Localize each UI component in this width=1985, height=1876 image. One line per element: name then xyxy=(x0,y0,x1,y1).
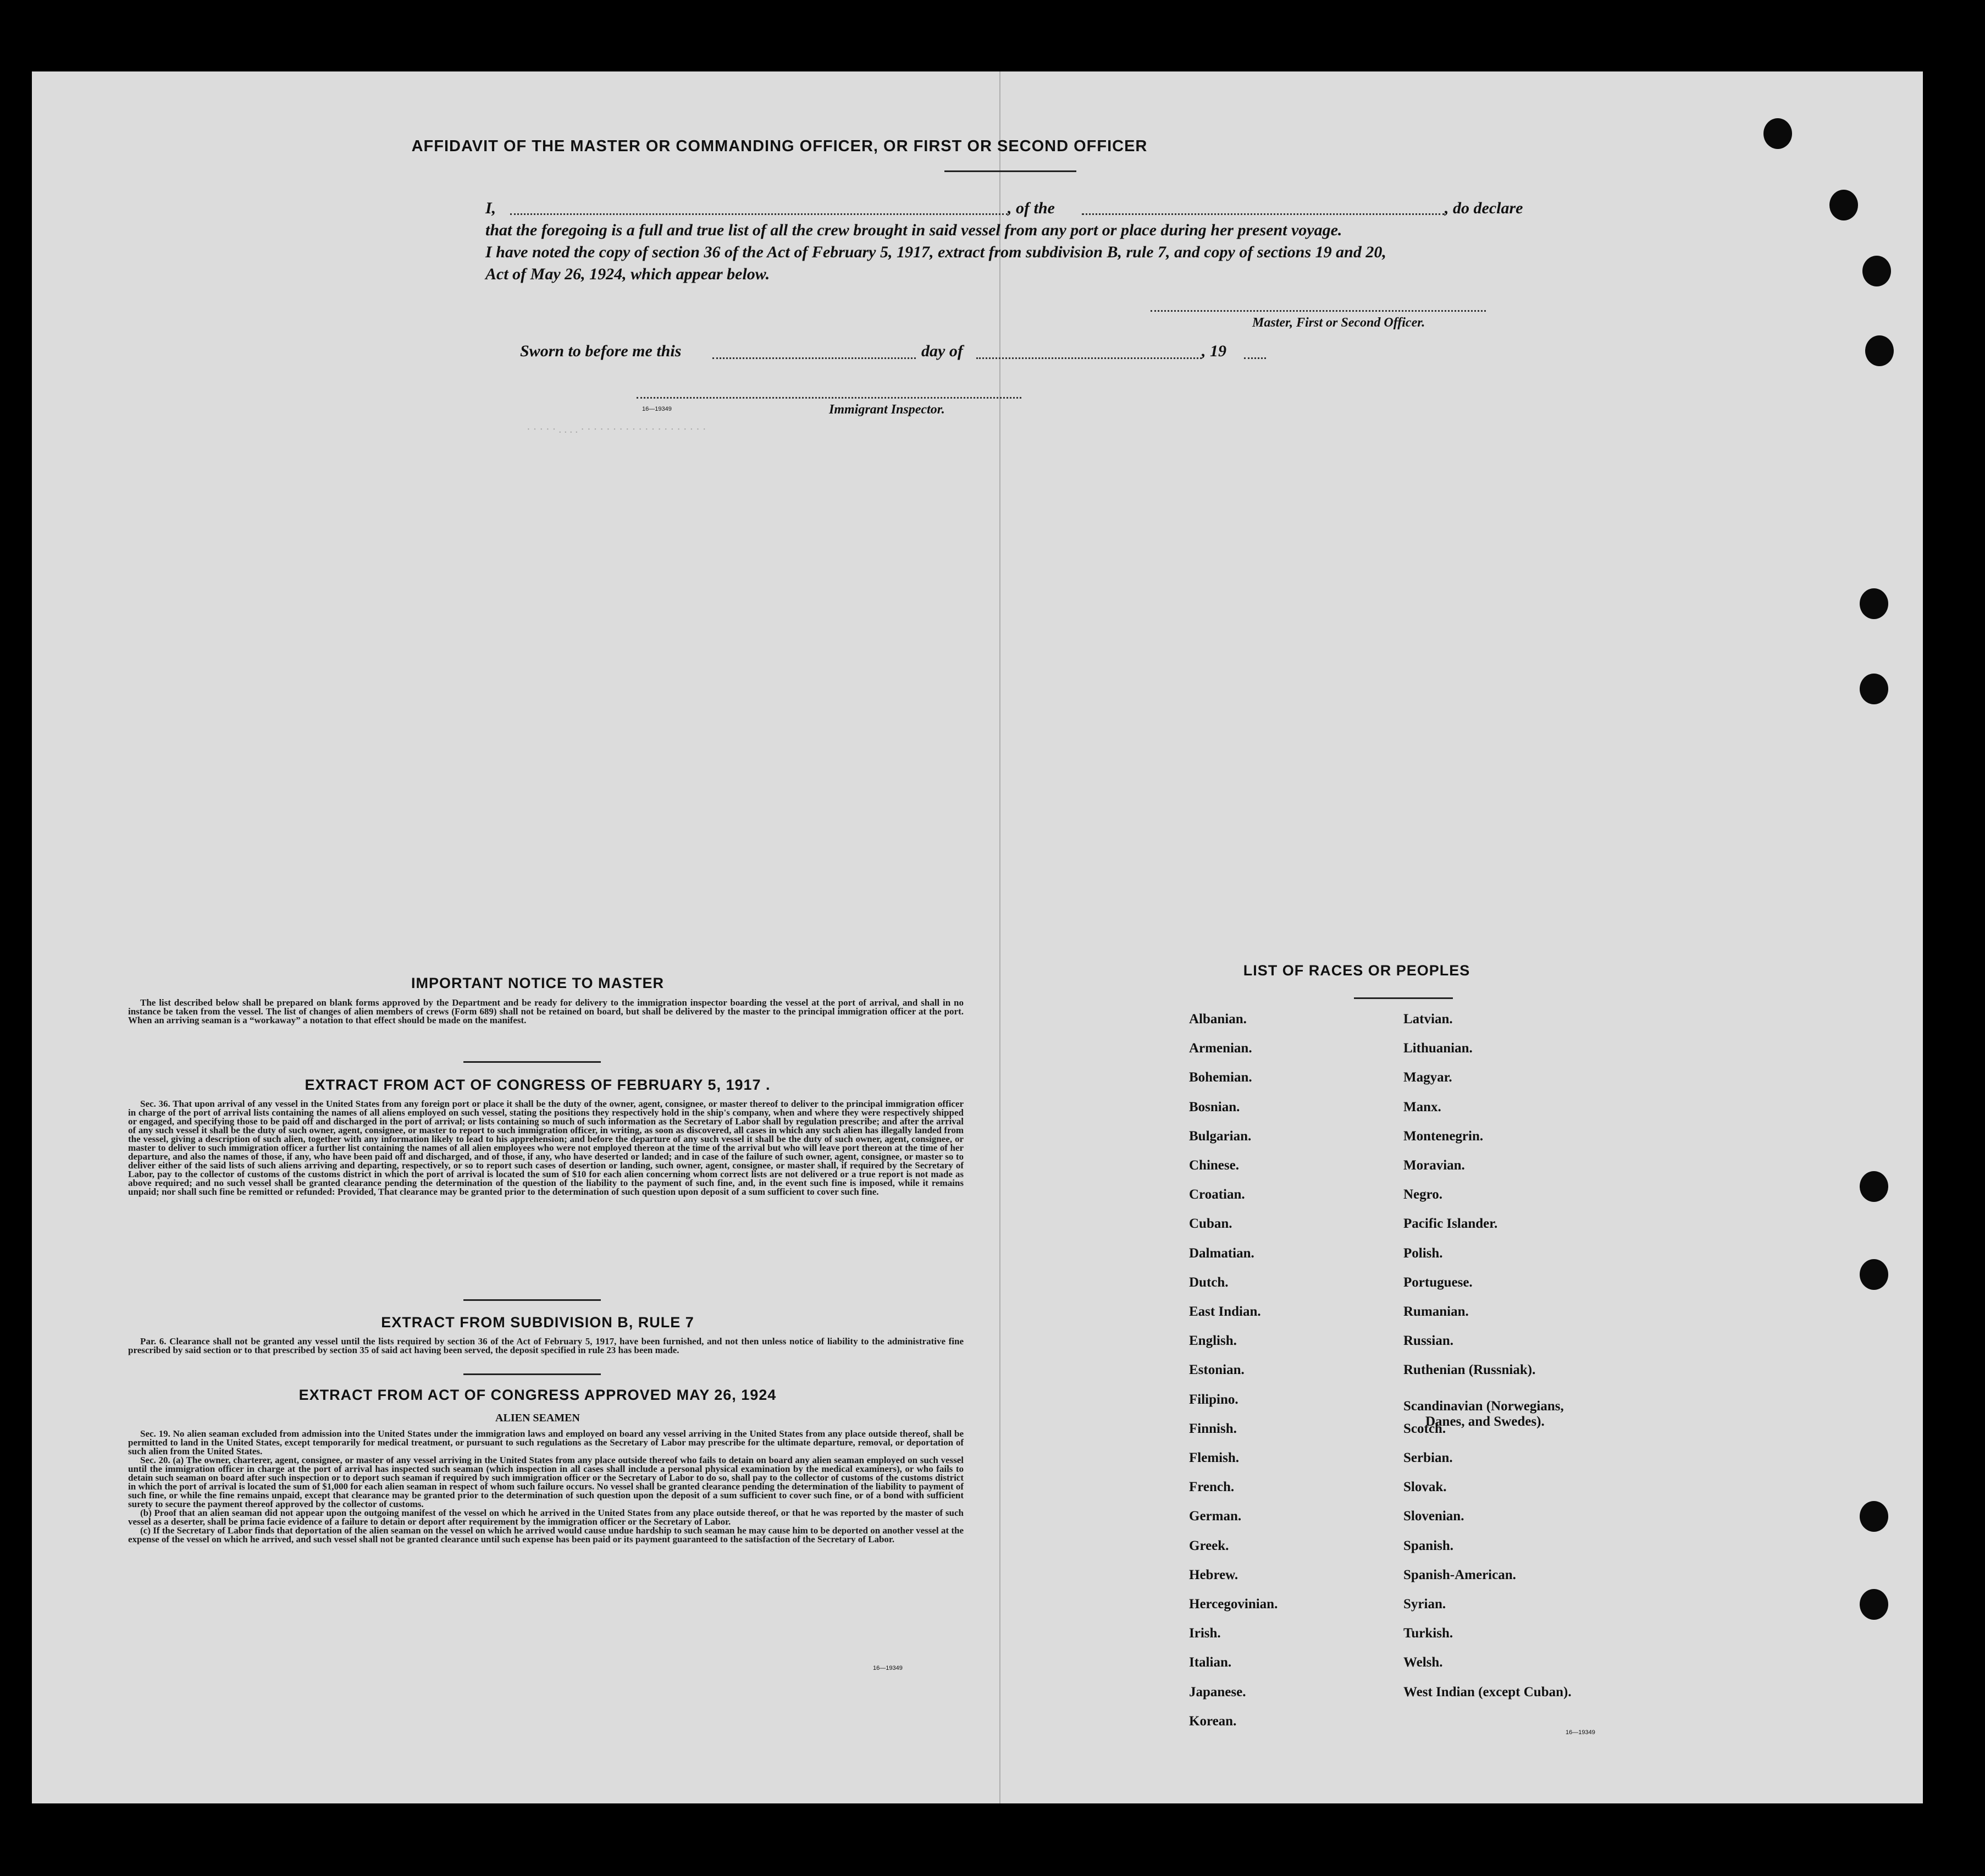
race-item: Croatian. xyxy=(1189,1187,1245,1202)
race-item: English. xyxy=(1189,1333,1237,1349)
section-divider xyxy=(463,1373,601,1375)
binder-hole xyxy=(1865,335,1894,366)
year-label: , 19 xyxy=(1202,342,1226,360)
race-item: Korean. xyxy=(1189,1713,1237,1729)
affidavit-line-2: that the foregoing is a full and true list of all the crew brought in said vessel from any port or place during her present voyage. xyxy=(485,221,1342,239)
document-page xyxy=(32,71,1923,1803)
binder-hole xyxy=(1860,1171,1888,1202)
binder-hole xyxy=(1860,1259,1888,1290)
race-item: Cuban. xyxy=(1189,1216,1232,1232)
race-item: Manx. xyxy=(1403,1099,1441,1114)
race-item: Serbian. xyxy=(1403,1450,1453,1465)
sworn-day-field[interactable] xyxy=(712,357,916,359)
day-of-label: day of xyxy=(921,342,963,360)
race-item: Portuguese. xyxy=(1403,1274,1473,1290)
race-item: Greek. xyxy=(1189,1538,1229,1553)
races-title-divider xyxy=(1354,997,1453,999)
form-number: 16—19349 xyxy=(873,1665,903,1671)
race-item: Turkish. xyxy=(1403,1626,1453,1641)
race-item: Pacific Islander. xyxy=(1403,1216,1498,1232)
race-item: Scotch. xyxy=(1403,1421,1446,1436)
vessel-name-field[interactable] xyxy=(1082,213,1445,215)
binder-hole xyxy=(1860,1589,1888,1620)
race-item: Slovenian. xyxy=(1403,1509,1464,1524)
vessel-of-label: , of the xyxy=(1008,199,1055,217)
section-divider xyxy=(463,1061,601,1063)
inspector-signature-field[interactable] xyxy=(637,397,1021,399)
sworn-month-field[interactable] xyxy=(976,357,1202,359)
race-item: Flemish. xyxy=(1189,1450,1239,1465)
race-item: Finnish. xyxy=(1189,1421,1237,1436)
declare-label: , do declare xyxy=(1445,199,1523,217)
race-item: Scandinavian (Norwegians, xyxy=(1403,1398,1564,1414)
extract-1917-text xyxy=(128,1100,964,1196)
race-item: Italian. xyxy=(1189,1655,1232,1670)
sec20c-paragraph: (c) If the Secretary of Labor finds that deportation of the alien seaman on the vessel on which he arrived would cause undue hardship to such seaman he may cause him to be deported on another vessel at the expense of the vessel on which he arrived, and such vessel shall not be granted clearance until such expense has been paid or its payment guaranteed to the satisfaction of the Secretary of Labor. xyxy=(128,1525,964,1544)
extract-1924-title: EXTRACT FROM ACT OF CONGRESS APPROVED MAY 26, 1924 xyxy=(298,1387,777,1403)
extract-rule7-title: EXTRACT FROM SUBDIVISION B, RULE 7 xyxy=(381,1314,694,1331)
race-item: Dutch. xyxy=(1189,1274,1229,1290)
race-item: Welsh. xyxy=(1403,1655,1443,1670)
race-item: Bohemian. xyxy=(1189,1070,1252,1085)
binder-hole xyxy=(1862,256,1891,286)
sec36-paragraph: Sec. 36. That upon arrival of any vessel in the United States from any foreign port or place it shall be the duty of the owner, agent, consignee, or master thereof to deliver to the principal immigration officer in charge of the port of arrival lists containing the names of all aliens employed on such vessel, stating the positions they respectively hold in the ship's company, when and where they were respectively shipped or engaged, and specifying those to be paid off and discharged in the port of arrival; or lists containing so much of such information as the Secretary of Labor shall by regulation prescribe; and after the arrival of any such vessel it shall be the duty of such owner, agent, consignee, or master to report to such immigration officer, in writing, as soon as discovered, all cases in which any such alien has illegally landed from the vessel, giving a description of such alien, together with any information likely to lead to his apprehension; and before the departure of any such vessel it shall be the duty of such owner, agent, consignee, or master to deliver to such immigration officer a further list containing the names of all alien employees who were not employed thereon at the time of the arrival but who will leave port thereon at the time of her departure, and also the names of those, if any, who have been paid off and discharged, and of those, if any, who have deserted or landed; and in case of the failure of such owner, agent, consignee, or master so to deliver either of the said lists of such aliens arriving and departing, respectively, or so to report such cases of desertion or landing, such owner, agent, consignee, or master shall, if required by the Secretary of Labor, pay to the collector of customs of the customs district in which the port of arrival is located the sum of $10 for each alien concerning whom correct lists are not delivered or a true report is not made as above required; and no such vessel shall be granted clearance pending the determination of the question of the liability to the payment of such fine, and, in the event such fine is imposed, while it remains unpaid; nor shall such fine be remitted or refunded: Provided, That clearance may be granted prior to the determination of such question upon deposit of a sum sufficient to cover such fine. xyxy=(128,1099,964,1197)
race-item: Chinese. xyxy=(1189,1158,1239,1173)
binder-hole xyxy=(1829,190,1858,220)
race-item: Latvian. xyxy=(1403,1012,1453,1027)
race-item: Bulgarian. xyxy=(1189,1128,1252,1144)
master-signature-field[interactable] xyxy=(1151,310,1486,312)
race-item: Rumanian. xyxy=(1403,1304,1469,1319)
race-item: French. xyxy=(1189,1480,1235,1495)
race-item: Ruthenian (Russniak). xyxy=(1403,1362,1536,1378)
form-number: 16—19349 xyxy=(642,406,672,412)
race-item: Filipino. xyxy=(1189,1392,1238,1407)
notice-paragraph: The list described below shall be prepared on blank forms approved by the Department and be ready for delivery to the immigration inspector boarding the vessel at the port of arrival, and shall in no instance be taken from the vessel. The list of changes of alien members of crews (Form 689) shall not be retained on board, but shall be delivered by the master to the principal immigration officer at the port. When an arriving seaman is a “workaway” a notation to that effect should be made on the manifest. xyxy=(128,997,964,1025)
race-item: East Indian. xyxy=(1189,1304,1261,1319)
race-item: Armenian. xyxy=(1189,1041,1252,1056)
sec20a-paragraph: Sec. 20. (a) The owner, charterer, agent, consignee, or master of any vessel arriving in the United States from any place outside thereof who fails to detain on board any alien seaman employed on such vessel until the immigration officer in charge at the port of arrival has inspected such seaman (which inspection in all cases shall include a personal physical examination by the medical examiners), or who fails to detain such seaman on board after such inspection or to deport such seaman if required by such immigration officer or the Secretary of Labor to do so, shall pay to the collector of customs of the customs district in which the port of arrival is located the sum of $1,000 for each alien seaman in respect of whom such failure occurs. No vessel shall be granted clearance pending the determination of the liability to payment of such fine, or while the fine remains unpaid, except that clearance may be granted prior to the determination of such question upon the deposit of a sum sufficient to cover such fine, or of a bond with sufficient surety to secure the payment thereof approved by the collector of customs. xyxy=(128,1455,964,1509)
sec19-paragraph: Sec. 19. No alien seaman excluded from admission into the United States under the immigration laws and employed on board any vessel arriving in the United States from any place outside thereof, shall be permitted to land in the United States, except temporarily for medical treatment, or pursuant to such regulations as the Secretary of Labor may prescribe for the ultimate departure, removal, or deportation of such alien from the United States. xyxy=(128,1428,964,1456)
extract-rule7-text xyxy=(128,1337,964,1355)
alien-seamen-subtitle: ALIEN SEAMEN xyxy=(495,1412,580,1424)
affidavit-line-3: I have noted the copy of section 36 of the Act of February 5, 1917, extract from subdivision B, rule 7, and copy of sections 19 and 20, xyxy=(485,243,1386,261)
race-item: Spanish. xyxy=(1403,1538,1454,1553)
title-divider xyxy=(944,170,1076,172)
race-item: Slovak. xyxy=(1403,1480,1447,1495)
race-item: Magyar. xyxy=(1403,1070,1452,1085)
section-divider xyxy=(463,1299,601,1301)
extract-1917-title: EXTRACT FROM ACT OF CONGRESS OF FEBRUARY 5, 1917 . xyxy=(305,1077,771,1093)
master-signature-label: Master, First or Second Officer. xyxy=(1252,316,1425,330)
race-item: Negro. xyxy=(1403,1187,1443,1202)
sworn-year-field[interactable] xyxy=(1244,357,1266,359)
declarant-label: I, xyxy=(485,199,496,217)
race-item: Bosnian. xyxy=(1189,1099,1240,1114)
race-item: Japanese. xyxy=(1189,1684,1246,1700)
race-item: Polish. xyxy=(1403,1245,1443,1261)
binder-hole xyxy=(1860,674,1888,704)
binder-hole xyxy=(1860,588,1888,619)
race-item: Russian. xyxy=(1403,1333,1454,1349)
race-item: Hercegovinian. xyxy=(1189,1597,1278,1612)
races-title: LIST OF RACES OR PEOPLES xyxy=(1243,962,1470,979)
race-item: Moravian. xyxy=(1403,1158,1465,1173)
sworn-label: Sworn to before me this xyxy=(520,342,682,360)
inspector-label: Immigrant Inspector. xyxy=(829,402,945,417)
declarant-name-field[interactable] xyxy=(510,213,1008,215)
form-number: 16—19349 xyxy=(1566,1729,1595,1736)
affidavit-line-4: Act of May 26, 1924, which appear below. xyxy=(485,265,770,283)
page-fold xyxy=(999,71,1000,1803)
race-item: Lithuanian. xyxy=(1403,1041,1473,1056)
race-item: Montenegrin. xyxy=(1403,1128,1484,1144)
race-item: German. xyxy=(1189,1509,1242,1524)
race-item: Estonian. xyxy=(1189,1362,1245,1378)
race-item: Dalmatian. xyxy=(1189,1245,1254,1261)
affidavit-title: AFFIDAVIT OF THE MASTER OR COMMANDING OFFICER, OR FIRST OR SECOND OFFICER xyxy=(411,137,1148,155)
binder-hole xyxy=(1860,1501,1888,1532)
binder-hole xyxy=(1763,118,1792,149)
race-item: Syrian. xyxy=(1403,1597,1446,1612)
extract-1924-text xyxy=(128,1430,964,1544)
sec20b-paragraph: (b) Proof that an alien seaman did not appear upon the outgoing manifest of the vessel on which he arrived in the United States from any place outside thereof, or that he was reported by the master of such vessel as a deserter, shall be prima facie evidence of a failure to detain or deport after requirement by the immigration officer or the Secretary of Labor. xyxy=(128,1508,964,1527)
race-item: Hebrew. xyxy=(1189,1567,1238,1582)
show-through-marks: · · · · · . . . . · · · · · · · · · · · · · · · · · · · · xyxy=(527,423,706,435)
race-item: West Indian (except Cuban). xyxy=(1403,1684,1572,1700)
rule7-paragraph: Par. 6. Clearance shall not be granted any vessel until the lists required by section 36 of the Act of February 5, 1917, have been furnished, and not then unless notice of liability to the administrative fine prescribed by said section or to that prescribed by section 35 of said act having been served, the deposit specified in rule 23 has been made. xyxy=(128,1336,964,1355)
notice-text xyxy=(128,998,964,1025)
race-item: Albanian. xyxy=(1189,1012,1247,1027)
race-item: Danes, and Swedes). xyxy=(1425,1414,1545,1429)
notice-title: IMPORTANT NOTICE TO MASTER xyxy=(411,975,664,991)
race-item: Irish. xyxy=(1189,1626,1221,1641)
race-item: Spanish-American. xyxy=(1403,1567,1516,1582)
